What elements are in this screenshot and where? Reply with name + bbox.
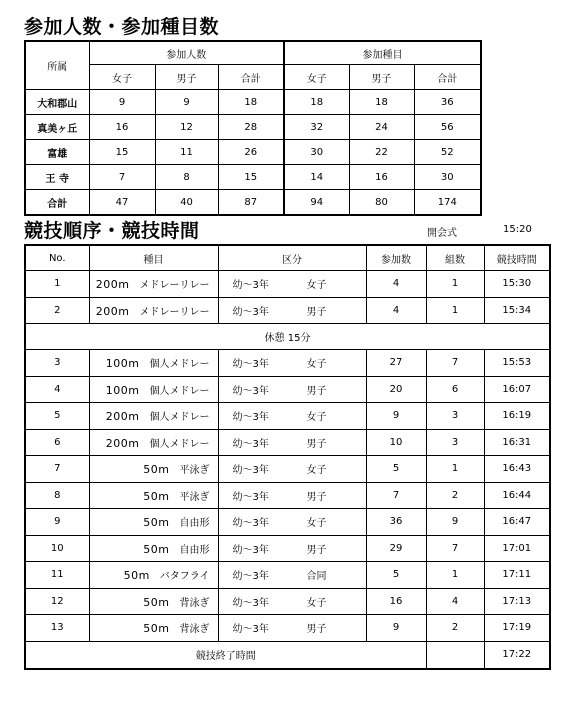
category-age: 幼～3年: [232, 571, 269, 583]
event-name: [89, 562, 218, 589]
participants-row: [25, 90, 481, 115]
event-entries: 29: [366, 535, 426, 562]
event-distance: 50m: [143, 595, 170, 609]
event-distance: 200m: [95, 278, 130, 292]
event-entries: 16: [366, 588, 426, 615]
people-total: 26: [218, 140, 284, 165]
event-stroke: 個人メドレー: [149, 359, 210, 371]
events-female: 32: [284, 115, 349, 140]
schedule-row: [25, 376, 550, 403]
category-age: 幼～3年: [232, 624, 269, 636]
category-gender: 女子: [306, 359, 327, 371]
event-no: 11: [25, 562, 89, 589]
event-stroke: 自由形: [179, 518, 210, 530]
header-people-female: 女子: [89, 65, 155, 90]
event-entries: 9: [366, 403, 426, 430]
events-male: 18: [349, 90, 414, 115]
schedule-title: 競技順序・競技時間: [24, 220, 200, 242]
schedule-row: [25, 429, 550, 456]
event-heats: 1: [426, 271, 484, 298]
people-female: 16: [89, 115, 155, 140]
schedule-row: [25, 403, 550, 430]
category-gender: 男子: [306, 491, 327, 503]
header-time: 競技時間: [484, 245, 550, 271]
event-distance: 200m: [95, 304, 130, 318]
category-gender: 合同: [306, 571, 327, 583]
people-female: 7: [89, 165, 155, 190]
participants-row: [25, 165, 481, 190]
event-stroke: 平泳ぎ: [179, 465, 210, 477]
event-time: 16:47: [484, 509, 550, 536]
category-age: 幼～3年: [232, 438, 269, 450]
people-female: 9: [89, 90, 155, 115]
event-name: [89, 482, 218, 509]
event-category: [218, 350, 366, 377]
event-no: 10: [25, 535, 89, 562]
header-category: 区分: [218, 245, 366, 271]
event-distance: 100m: [105, 357, 140, 371]
event-heats: 2: [426, 482, 484, 509]
schedule-row: [25, 562, 550, 589]
event-time: 15:53: [484, 350, 550, 377]
event-time: 16:31: [484, 429, 550, 456]
event-heats: 4: [426, 588, 484, 615]
event-category: [218, 403, 366, 430]
category-age: 幼～3年: [232, 597, 269, 609]
event-stroke: 個人メドレー: [149, 385, 210, 397]
schedule-row: [25, 509, 550, 536]
event-heats: 6: [426, 376, 484, 403]
event-distance: 50m: [143, 463, 170, 477]
header-people-male: 男子: [155, 65, 218, 90]
end-spacer: [426, 641, 484, 669]
header-affiliation: 所属: [25, 41, 89, 90]
people-male: 40: [155, 190, 218, 216]
header-events-male: 男子: [349, 65, 414, 90]
affiliation-name: 真美ヶ丘: [25, 115, 89, 140]
event-no: 8: [25, 482, 89, 509]
schedule-row: [25, 271, 550, 298]
people-total: 28: [218, 115, 284, 140]
category-age: 幼～3年: [232, 491, 269, 503]
event-entries: 4: [366, 297, 426, 324]
event-no: 13: [25, 615, 89, 642]
event-name: [89, 429, 218, 456]
events-male: 16: [349, 165, 414, 190]
header-events-female: 女子: [284, 65, 349, 90]
affiliation-name: 大和郡山: [25, 90, 89, 115]
end-label: 競技終了時間: [25, 641, 426, 669]
category-age: 幼～3年: [232, 544, 269, 556]
event-entries: 5: [366, 562, 426, 589]
event-time: 17:19: [484, 615, 550, 642]
events-female: 14: [284, 165, 349, 190]
category-gender: 男子: [306, 624, 327, 636]
event-distance: 50m: [143, 516, 170, 530]
event-stroke: 背泳ぎ: [179, 624, 210, 636]
category-age: 幼～3年: [232, 359, 269, 371]
category-age: 幼～3年: [232, 385, 269, 397]
event-name: [89, 615, 218, 642]
events-female: 18: [284, 90, 349, 115]
people-total: 18: [218, 90, 284, 115]
category-gender: 男子: [306, 385, 327, 397]
participants-row: [25, 140, 481, 165]
header-people: 参加人数: [89, 41, 284, 65]
event-stroke: 背泳ぎ: [179, 597, 210, 609]
affiliation-name: 合計: [25, 190, 89, 216]
event-category: [218, 482, 366, 509]
event-time: 16:07: [484, 376, 550, 403]
people-female: 15: [89, 140, 155, 165]
events-total: 36: [414, 90, 481, 115]
events-female: 30: [284, 140, 349, 165]
event-name: [89, 535, 218, 562]
event-category: [218, 376, 366, 403]
event-no: 6: [25, 429, 89, 456]
event-heats: 3: [426, 403, 484, 430]
event-entries: 27: [366, 350, 426, 377]
event-time: 17:11: [484, 562, 550, 589]
event-distance: 50m: [143, 622, 170, 636]
events-male: 80: [349, 190, 414, 216]
event-entries: 20: [366, 376, 426, 403]
event-time: 16:43: [484, 456, 550, 483]
event-heats: 7: [426, 535, 484, 562]
event-category: [218, 588, 366, 615]
event-distance: 50m: [143, 542, 170, 556]
event-distance: 200m: [105, 436, 140, 450]
event-category: [218, 562, 366, 589]
event-no: 12: [25, 588, 89, 615]
category-gender: 男子: [306, 544, 327, 556]
event-category: [218, 271, 366, 298]
people-female: 47: [89, 190, 155, 216]
category-age: 幼～3年: [232, 280, 269, 292]
schedule-row: [25, 482, 550, 509]
end-time: 17:22: [484, 641, 550, 669]
event-category: [218, 535, 366, 562]
category-age: 幼～3年: [232, 518, 269, 530]
events-total: 174: [414, 190, 481, 216]
category-gender: 女子: [306, 280, 327, 292]
event-entries: 9: [366, 615, 426, 642]
participants-row: [25, 190, 481, 216]
event-time: 16:19: [484, 403, 550, 430]
event-entries: 7: [366, 482, 426, 509]
events-male: 22: [349, 140, 414, 165]
event-name: [89, 509, 218, 536]
category-age: 幼～3年: [232, 465, 269, 477]
event-entries: 10: [366, 429, 426, 456]
people-total: 87: [218, 190, 284, 216]
event-entries: 4: [366, 271, 426, 298]
event-stroke: 平泳ぎ: [179, 491, 210, 503]
event-stroke: バタフライ: [159, 571, 210, 583]
event-distance: 100m: [105, 383, 140, 397]
event-entries: 36: [366, 509, 426, 536]
break-row: 休憩 15分: [25, 324, 550, 350]
schedule-row: [25, 350, 550, 377]
events-total: 56: [414, 115, 481, 140]
event-distance: 50m: [143, 489, 170, 503]
event-name: [89, 403, 218, 430]
category-gender: 女子: [306, 412, 327, 424]
event-heats: 7: [426, 350, 484, 377]
event-category: [218, 297, 366, 324]
event-stroke: メドレーリレー: [139, 280, 210, 292]
opening-ceremony-label: 開会式: [427, 228, 457, 239]
people-male: 12: [155, 115, 218, 140]
event-heats: 3: [426, 429, 484, 456]
event-time: 16:44: [484, 482, 550, 509]
event-name: [89, 376, 218, 403]
people-total: 15: [218, 165, 284, 190]
category-gender: 女子: [306, 518, 327, 530]
event-time: 17:01: [484, 535, 550, 562]
event-no: 1: [25, 271, 89, 298]
participants-table: [24, 40, 482, 216]
header-events-total: 合計: [414, 65, 481, 90]
event-heats: 1: [426, 562, 484, 589]
event-category: [218, 509, 366, 536]
participants-row: [25, 115, 481, 140]
event-name: [89, 456, 218, 483]
header-heats: 組数: [426, 245, 484, 271]
event-time: 15:34: [484, 297, 550, 324]
event-name: [89, 350, 218, 377]
schedule-row: [25, 535, 550, 562]
event-no: 5: [25, 403, 89, 430]
event-no: 9: [25, 509, 89, 536]
events-female: 94: [284, 190, 349, 216]
schedule-row: [25, 456, 550, 483]
header-entries: 参加数: [366, 245, 426, 271]
schedule-row: [25, 297, 550, 324]
affiliation-name: 王 寺: [25, 165, 89, 190]
people-male: 8: [155, 165, 218, 190]
event-category: [218, 615, 366, 642]
schedule-table: [24, 244, 551, 670]
events-total: 30: [414, 165, 481, 190]
event-heats: 1: [426, 297, 484, 324]
category-gender: 女子: [306, 465, 327, 477]
event-distance: 200m: [105, 410, 140, 424]
header-event: 種目: [89, 245, 218, 271]
event-category: [218, 429, 366, 456]
event-heats: 9: [426, 509, 484, 536]
event-name: [89, 297, 218, 324]
event-entries: 5: [366, 456, 426, 483]
event-heats: 1: [426, 456, 484, 483]
category-age: 幼～3年: [232, 412, 269, 424]
schedule-row: [25, 615, 550, 642]
header-events: 参加種目: [284, 41, 481, 65]
category-gender: 男子: [306, 306, 327, 318]
affiliation-name: 富雄: [25, 140, 89, 165]
header-no: No.: [25, 245, 89, 271]
opening-ceremony-time: 15:20: [503, 224, 532, 235]
category-gender: 女子: [306, 597, 327, 609]
event-distance: 50m: [123, 569, 150, 583]
event-no: 4: [25, 376, 89, 403]
header-people-total: 合計: [218, 65, 284, 90]
people-male: 11: [155, 140, 218, 165]
event-stroke: 自由形: [179, 544, 210, 556]
events-male: 24: [349, 115, 414, 140]
event-stroke: メドレーリレー: [139, 306, 210, 318]
events-total: 52: [414, 140, 481, 165]
event-name: [89, 588, 218, 615]
people-male: 9: [155, 90, 218, 115]
event-no: 2: [25, 297, 89, 324]
event-time: 17:13: [484, 588, 550, 615]
event-name: [89, 271, 218, 298]
event-stroke: 個人メドレー: [149, 412, 210, 424]
event-time: 15:30: [484, 271, 550, 298]
participants-title: 参加人数・参加種目数: [24, 16, 220, 38]
event-heats: 2: [426, 615, 484, 642]
event-category: [218, 456, 366, 483]
event-stroke: 個人メドレー: [149, 438, 210, 450]
category-gender: 男子: [306, 438, 327, 450]
event-no: 3: [25, 350, 89, 377]
category-age: 幼～3年: [232, 306, 269, 318]
event-no: 7: [25, 456, 89, 483]
schedule-row: [25, 588, 550, 615]
